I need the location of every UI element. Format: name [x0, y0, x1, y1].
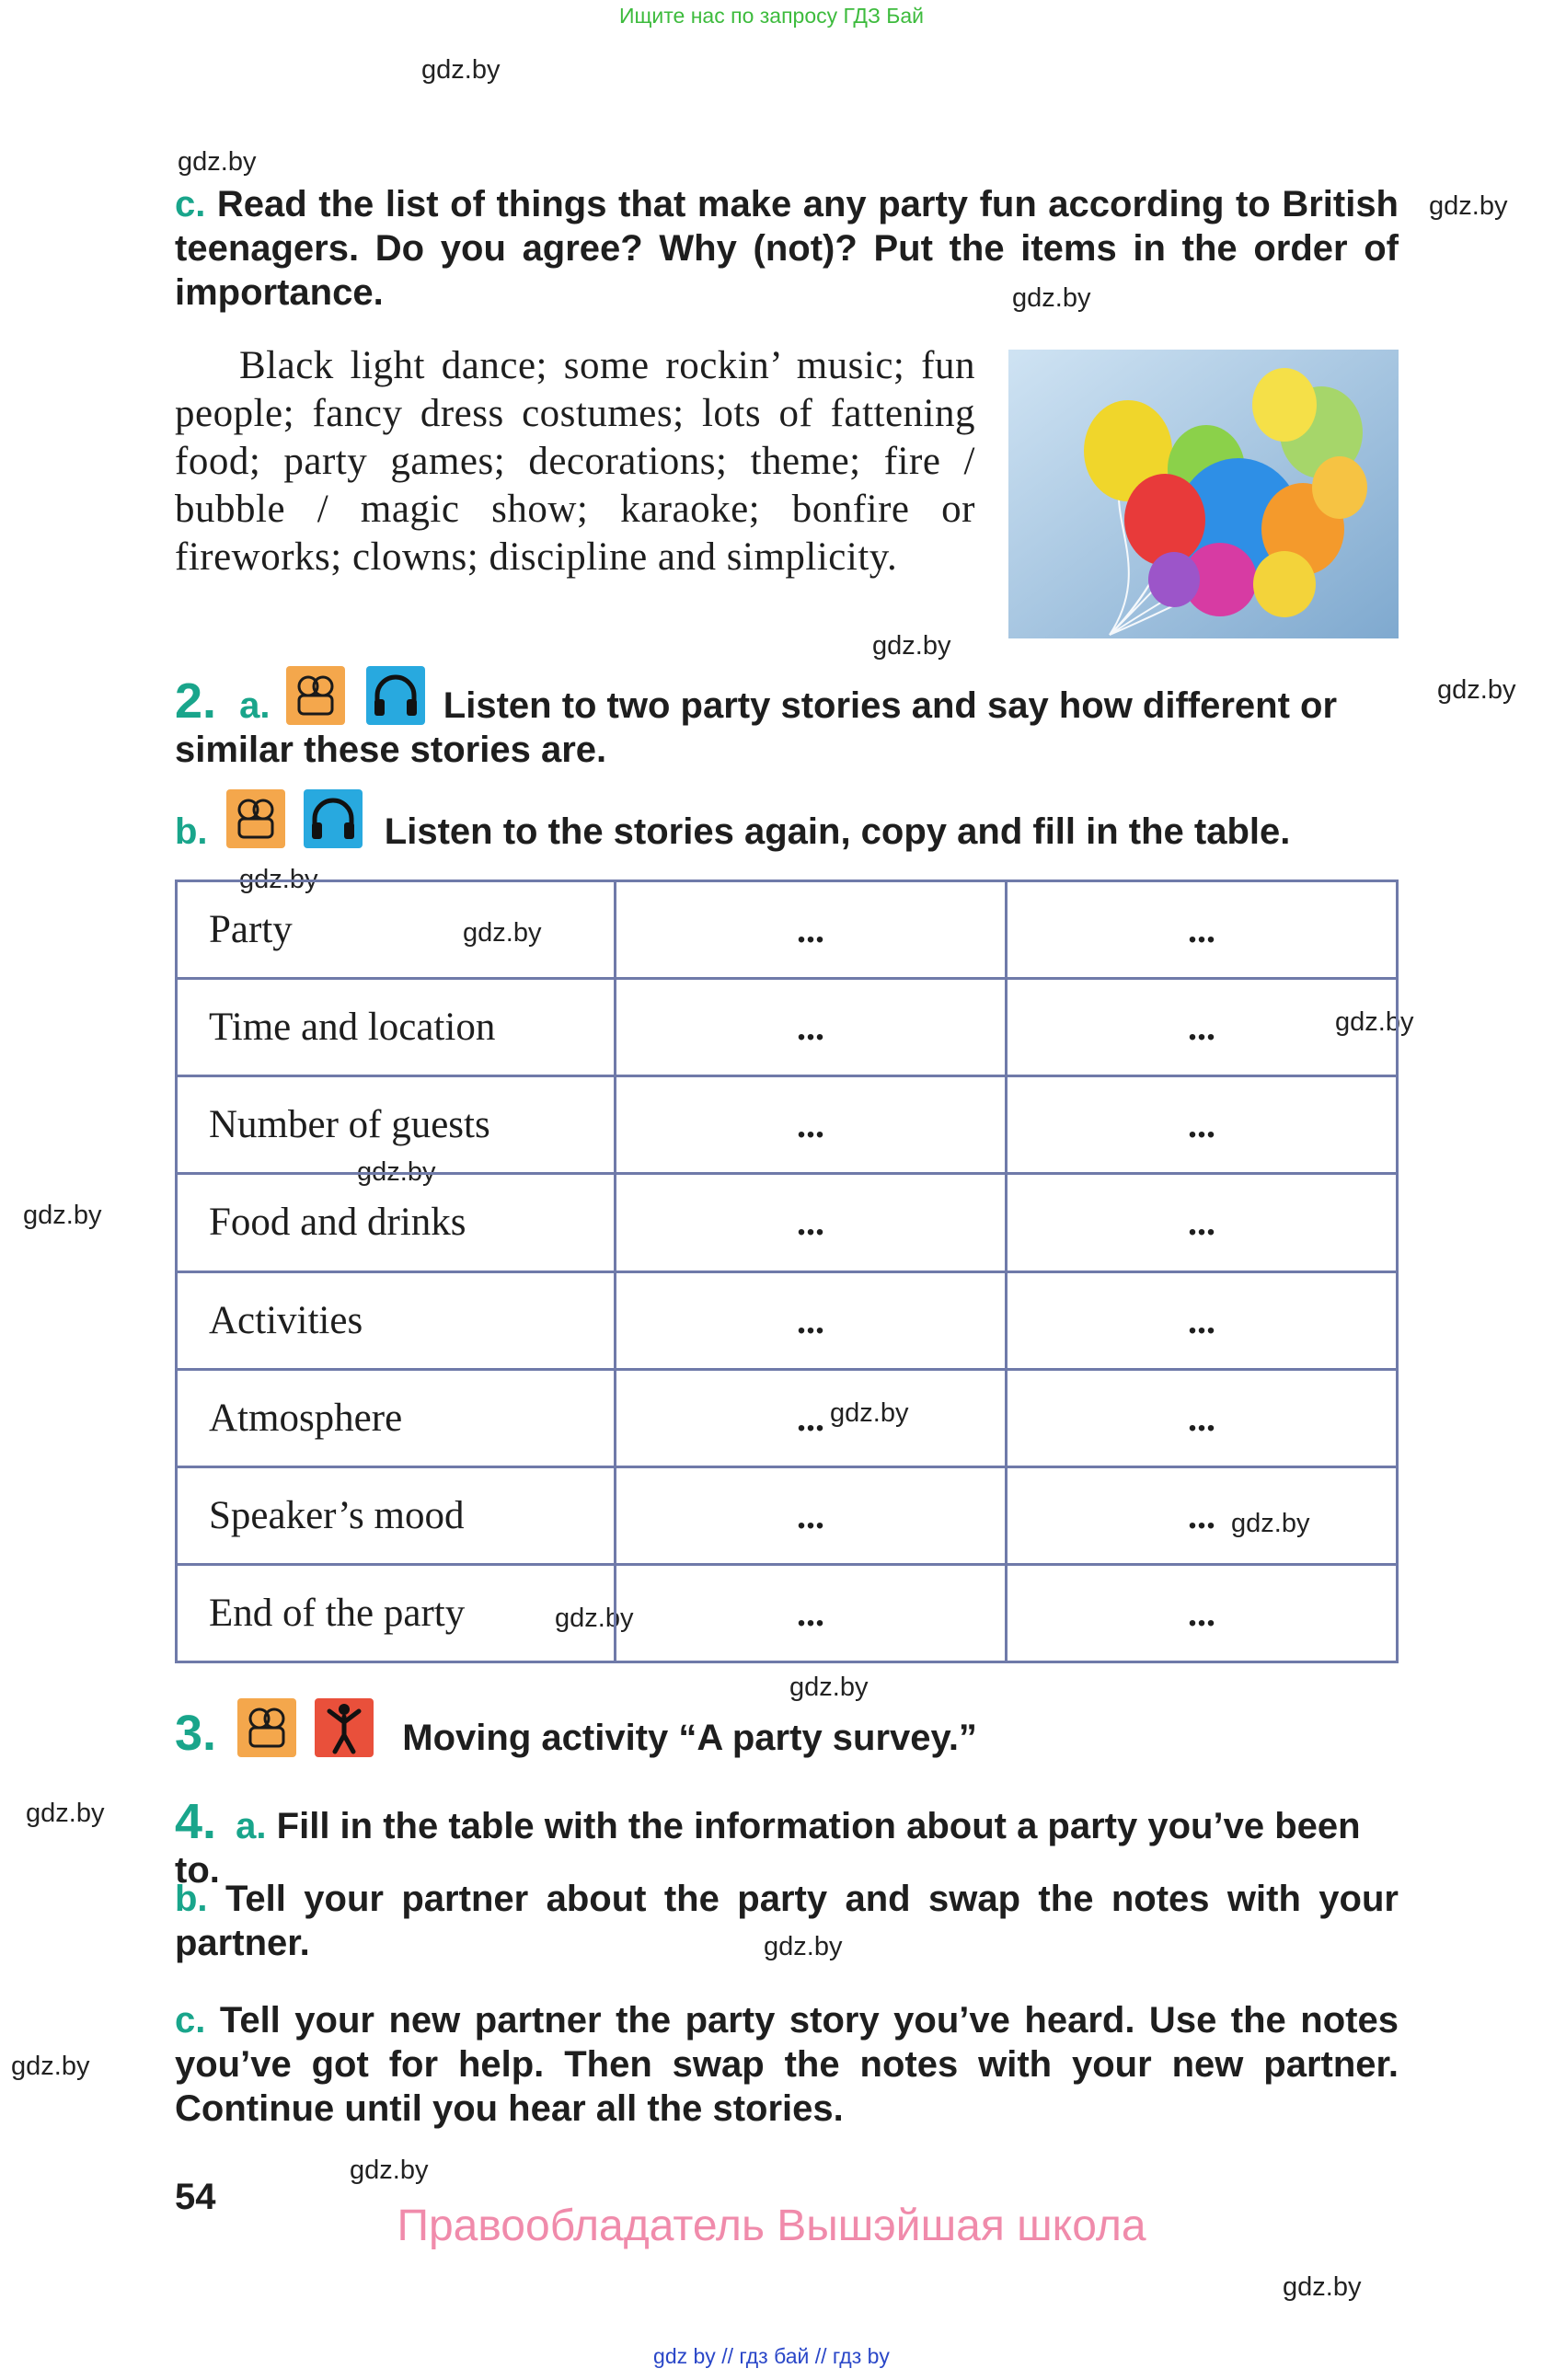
task-number: 4.: [175, 1794, 217, 1849]
table-cell: ...: [1007, 1174, 1398, 1271]
row-label: Food and drinks: [177, 1174, 616, 1271]
table-cell: ...: [1007, 979, 1398, 1076]
table-row: [177, 1076, 1398, 1174]
task-text: Fill in the table with the information about a party you’ve been to.: [175, 1806, 1361, 1891]
table-cell: ...: [616, 979, 1007, 1076]
table-cell: ...: [616, 1564, 1007, 1661]
task-4b: [175, 1877, 1399, 1965]
watermark: gdz.by: [764, 1932, 843, 1961]
row-label: Party: [177, 881, 616, 979]
task-text: Tell your partner about the party and swap the notes with your partner.: [175, 1879, 1399, 1963]
party-stories-table: [175, 880, 1399, 1663]
watermark: gdz.by: [555, 1604, 634, 1633]
watermark: gdz.by: [830, 1398, 909, 1428]
balloons-photo: [1008, 350, 1399, 638]
headphones-icon: [304, 789, 363, 848]
table-cell: ...: [1007, 881, 1398, 979]
task-letter: c.: [175, 184, 206, 224]
task-4c: [175, 1998, 1399, 2131]
row-label: Number of guests: [177, 1076, 616, 1174]
table-row: [177, 1369, 1398, 1466]
task-number: 3.: [175, 1706, 217, 1761]
pair-work-icon: [226, 789, 285, 848]
table-cell: ...: [1007, 1369, 1398, 1466]
page-number: 54: [175, 2177, 216, 2217]
top-note: Ищите нас по запросу ГДЗ Бай: [618, 4, 925, 28]
watermark: gdz.by: [1012, 283, 1091, 313]
table-cell: ...: [1007, 1076, 1398, 1174]
watermark: gdz.by: [1335, 1007, 1414, 1037]
table-cell: ...: [1007, 1466, 1398, 1564]
task-letter: a.: [236, 1806, 267, 1846]
watermark: gdz.by: [11, 2052, 90, 2081]
table-cell: ...: [616, 1076, 1007, 1174]
table-cell: ...: [616, 1369, 1007, 1466]
watermark: gdz.by: [239, 865, 318, 894]
table-row: [177, 1466, 1398, 1564]
table-row: [177, 1564, 1398, 1661]
pair-work-icon: [286, 666, 345, 725]
watermark: gdz.by: [23, 1201, 102, 1230]
task-2a: [175, 673, 1399, 772]
watermark: gdz.by: [1283, 2272, 1362, 2302]
task-text: Listen to two party stories and say how different or similar these stories are.: [175, 685, 1338, 770]
watermark: gdz.by: [357, 1157, 436, 1187]
table-cell: ...: [616, 881, 1007, 979]
row-label: End of the party: [177, 1564, 616, 1661]
task-text: Moving activity “A party survey.”: [402, 1718, 977, 1758]
pair-work-icon: [237, 1698, 296, 1757]
table-cell: ...: [1007, 1564, 1398, 1661]
watermark: gdz.by: [463, 918, 542, 948]
table-cell: ...: [1007, 1271, 1398, 1369]
watermark: gdz.by: [350, 2156, 429, 2185]
row-label: Time and location: [177, 979, 616, 1076]
table-cell: ...: [616, 1466, 1007, 1564]
task-letter: c.: [175, 2000, 206, 2041]
task-number: 2.: [175, 673, 217, 729]
rights-holder: Правообладатель Вышэйшая школа: [397, 2202, 1146, 2250]
watermark: gdz.by: [178, 147, 257, 177]
table-row: [177, 1271, 1398, 1369]
watermark: gdz.by: [789, 1673, 869, 1702]
task-letter: b.: [175, 1879, 208, 1919]
task-letter: b.: [175, 811, 208, 852]
headphones-icon: [366, 666, 425, 725]
footer-links: gdz by // гдз бай // гдз by: [653, 2344, 890, 2368]
party-items-list: Black light dance; some rockin’ music; fun people; fancy dress costumes; lots of fattening food; party games; decorations; theme; fire / bubble / magic show; karaoke; bonfire or fireworks; clowns; discipline and simplicity.: [175, 344, 975, 579]
watermark: gdz.by: [1231, 1509, 1310, 1538]
table-row: [177, 881, 1398, 979]
table-row: [177, 979, 1398, 1076]
watermark: gdz.by: [1429, 191, 1508, 221]
balloons-illustration: [1008, 350, 1399, 638]
task-letter: a.: [239, 685, 271, 726]
watermark: gdz.by: [421, 55, 501, 85]
watermark: gdz.by: [1437, 675, 1516, 705]
table-row: [177, 1174, 1398, 1271]
row-label: Atmosphere: [177, 1369, 616, 1466]
task-text: Listen to the stories again, copy and fill in the table.: [384, 811, 1291, 852]
task-text: Read the list of things that make any party fun according to British teenagers. Do you agree? Why (not)? Put the items in the order of importance.: [175, 184, 1399, 313]
watermark: gdz.by: [872, 631, 951, 661]
row-label: Activities: [177, 1271, 616, 1369]
task-text: Tell your new partner the party story you’ve heard. Use the notes you’ve got for help. Then swap the notes with your new partner. Continue until you hear all the stories.: [175, 2000, 1399, 2129]
watermark: gdz.by: [26, 1799, 105, 1828]
table-cell: ...: [616, 1271, 1007, 1369]
task-1c: [175, 182, 1399, 315]
row-label: Speaker’s mood: [177, 1466, 616, 1564]
moving-person-icon: [315, 1698, 374, 1757]
table-cell: ...: [616, 1174, 1007, 1271]
